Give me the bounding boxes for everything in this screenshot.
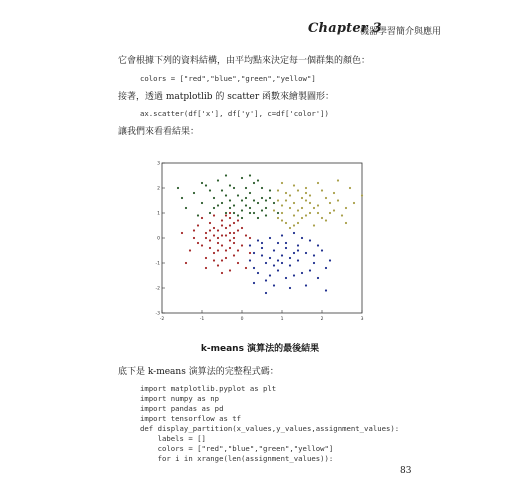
scatter-point-red	[245, 267, 247, 269]
scatter-point-green	[193, 192, 195, 194]
scatter-point-blue	[277, 269, 279, 271]
scatter-point-green	[197, 214, 199, 216]
scatter-point-red	[205, 232, 207, 234]
scatter-point-red	[229, 217, 231, 219]
code-line: import tensorflow as tf	[140, 414, 242, 423]
scatter-point-yellow	[297, 222, 299, 224]
scatter-point-red	[221, 224, 223, 226]
scatter-point-blue	[317, 244, 319, 246]
scatter-point-green	[181, 197, 183, 199]
scatter-point-green	[261, 197, 263, 199]
scatter-point-blue	[273, 249, 275, 251]
scatter-point-red	[213, 259, 215, 261]
scatter-point-blue	[269, 274, 271, 276]
scatter-point-green	[221, 202, 223, 204]
scatter-point-yellow	[301, 217, 303, 219]
scatter-point-blue	[289, 287, 291, 289]
scatter-point-red	[185, 262, 187, 264]
x-tick-label: 3	[360, 317, 364, 322]
x-tick-label: 1	[280, 317, 284, 322]
scatter-point-red	[193, 237, 195, 239]
scatter-point-green	[217, 204, 219, 206]
scatter-point-red	[205, 257, 207, 259]
scatter-point-blue	[305, 284, 307, 286]
scatter-point-green	[245, 204, 247, 206]
scatter-point-yellow	[309, 194, 311, 196]
scatter-point-blue	[313, 254, 315, 256]
paragraph-code-intro: 底下是 k-means 演算法的完整程式碼：	[118, 367, 279, 377]
scatter-point-yellow	[273, 209, 275, 211]
scatter-point-yellow	[345, 207, 347, 209]
scatter-point-green	[185, 207, 187, 209]
scatter-point-yellow	[353, 202, 355, 204]
scatter-point-yellow	[333, 192, 335, 194]
scatter-point-yellow	[289, 194, 291, 196]
scatter-point-red	[241, 227, 243, 229]
scatter-point-blue	[265, 279, 267, 281]
scatter-point-green	[261, 187, 263, 189]
scatter-point-blue	[281, 234, 283, 236]
scatter-point-yellow	[301, 197, 303, 199]
scatter-point-yellow	[309, 212, 311, 214]
scatter-point-green	[213, 207, 215, 209]
scatter-point-blue	[273, 264, 275, 266]
scatter-point-red	[217, 229, 219, 231]
scatter-point-yellow	[281, 219, 283, 221]
scatter-point-green	[233, 212, 235, 214]
scatter-point-red	[245, 234, 247, 236]
figure-caption: k-means 演算法的最後結果	[200, 344, 320, 354]
scatter-point-yellow	[309, 202, 311, 204]
scatter-point-blue	[329, 259, 331, 261]
scatter-point-red	[237, 262, 239, 264]
scatter-point-green	[265, 214, 267, 216]
scatter-point-red	[229, 224, 231, 226]
code-line: colors = ["red","blue","green","yellow"]	[140, 444, 334, 453]
scatter-point-red	[221, 234, 223, 236]
scatter-point-blue	[265, 262, 267, 264]
scatter-point-blue	[309, 269, 311, 271]
scatter-point-red	[229, 232, 231, 234]
scatter-point-green	[237, 214, 239, 216]
scatter-point-red	[213, 227, 215, 229]
scatter-point-red	[193, 229, 195, 231]
scatter-point-yellow	[285, 222, 287, 224]
scatter-point-green	[221, 189, 223, 191]
scatter-point-yellow	[313, 224, 315, 226]
scatter-point-blue	[261, 254, 263, 256]
scatter-point-red	[209, 239, 211, 241]
scatter-point-green	[273, 202, 275, 204]
scatter-point-blue	[269, 257, 271, 259]
scatter-point-yellow	[301, 207, 303, 209]
scatter-point-red	[181, 232, 183, 234]
scatter-point-green	[213, 197, 215, 199]
y-tick-label: 3	[157, 161, 160, 167]
scatter-point-yellow	[305, 192, 307, 194]
scatter-point-red	[229, 212, 231, 214]
scatter-point-blue	[289, 264, 291, 266]
scatter-point-green	[225, 212, 227, 214]
scatter-point-yellow	[337, 179, 339, 181]
paragraph-result-intro: 讓我們來看看結果：	[118, 127, 200, 137]
scatter-point-green	[237, 194, 239, 196]
scatter-point-red	[201, 244, 203, 246]
scatter-point-green	[229, 199, 231, 201]
scatter-point-green	[201, 202, 203, 204]
scatter-point-green	[225, 194, 227, 196]
scatter-point-yellow	[313, 207, 315, 209]
scatter-point-blue	[293, 274, 295, 276]
scatter-point-green	[229, 207, 231, 209]
scatter-point-red	[225, 249, 227, 251]
scatter-point-red	[233, 222, 235, 224]
scatter-point-red	[221, 272, 223, 274]
scatter-point-red	[229, 247, 231, 249]
points-layer	[177, 174, 363, 294]
scatter-point-blue	[277, 242, 279, 244]
scatter-point-green	[249, 207, 251, 209]
y-tick-label: 1	[157, 211, 160, 217]
plot-frame	[162, 163, 362, 313]
scatter-point-red	[217, 264, 219, 266]
scatter-point-blue	[325, 267, 327, 269]
scatter-point-blue	[297, 249, 299, 251]
scatter-point-green	[217, 179, 219, 181]
scatter-point-green	[253, 212, 255, 214]
scatter-point-green	[205, 184, 207, 186]
scatter-point-blue	[313, 262, 315, 264]
x-tick-label: -1	[199, 317, 205, 322]
code-colors: colors = ["red","blue","green","yellow"]	[140, 74, 316, 83]
scatter-point-blue	[293, 252, 295, 254]
code-line: import pandas as pd	[140, 404, 224, 413]
scatter-point-red	[197, 224, 199, 226]
code-line: def display_partition(x_values,y_values,assignment_values):	[140, 424, 400, 433]
scatter-point-yellow	[277, 199, 279, 201]
scatter-point-red	[197, 242, 199, 244]
scatter-point-blue	[257, 272, 259, 274]
scatter-point-green	[265, 199, 267, 201]
paragraph-colors-intro: 它會根據下列的資料結構，由平均點來決定每一個群集的顏色：	[118, 56, 371, 66]
scatter-point-red	[201, 217, 203, 219]
scatter-point-red	[249, 237, 251, 239]
scatter-point-blue	[285, 242, 287, 244]
y-tick-label: -3	[155, 311, 160, 317]
scatter-point-blue	[309, 239, 311, 241]
scatter-point-red	[221, 244, 223, 246]
scatter-point-yellow	[345, 222, 347, 224]
scatter-point-green	[241, 217, 243, 219]
scatter-point-blue	[265, 292, 267, 294]
scatter-point-yellow	[297, 209, 299, 211]
scatter-point-blue	[297, 259, 299, 261]
scatter-point-blue	[269, 237, 271, 239]
scatter-point-yellow	[289, 227, 291, 229]
scatter-point-red	[205, 267, 207, 269]
scatter-point-yellow	[325, 197, 327, 199]
scatter-point-green	[209, 212, 211, 214]
scatter-point-red	[233, 237, 235, 239]
scatter-point-yellow	[285, 199, 287, 201]
scatter-point-red	[237, 249, 239, 251]
scatter-point-red	[213, 214, 215, 216]
page-number: 83	[400, 466, 412, 476]
scatter-point-blue	[293, 232, 295, 234]
scatter-point-yellow	[293, 224, 295, 226]
scatter-point-green	[233, 204, 235, 206]
scatter-point-blue	[325, 289, 327, 291]
scatter-point-yellow	[317, 182, 319, 184]
scatter-point-yellow	[293, 202, 295, 204]
scatter-point-green	[209, 189, 211, 191]
scatter-point-green	[261, 209, 263, 211]
scatter-point-blue	[289, 257, 291, 259]
scatter-point-yellow	[297, 189, 299, 191]
scatter-point-red	[189, 249, 191, 251]
scatter-point-red	[213, 234, 215, 236]
scatter-point-green	[249, 174, 251, 176]
scatter-point-yellow	[305, 187, 307, 189]
scatter-point-blue	[301, 272, 303, 274]
scatter-point-green	[249, 192, 251, 194]
scatter-point-red	[209, 229, 211, 231]
scatter-point-red	[229, 239, 231, 241]
scatter-point-blue	[253, 282, 255, 284]
scatter-point-red	[233, 242, 235, 244]
scatter-point-green	[245, 197, 247, 199]
y-tick-label: -1	[155, 261, 160, 267]
scatter-point-blue	[261, 247, 263, 249]
scatter-point-green	[249, 212, 251, 214]
scatter-point-yellow	[277, 189, 279, 191]
scatter-point-red	[217, 237, 219, 239]
scatter-point-yellow	[349, 187, 351, 189]
scatter-point-red	[217, 249, 219, 251]
scatter-point-blue	[273, 284, 275, 286]
scatter-point-red	[221, 259, 223, 261]
scatter-point-red	[249, 252, 251, 254]
scatter-point-yellow	[321, 217, 323, 219]
y-tick-label: 0	[157, 236, 160, 242]
scatter-point-green	[269, 189, 271, 191]
scatter-point-yellow	[341, 214, 343, 216]
scatter-point-blue	[249, 259, 251, 261]
scatter-point-yellow	[305, 214, 307, 216]
paragraph-scatter-intro: 接著，透過 matplotlib 的 scatter 函數來繪製圖形：	[118, 92, 335, 102]
scatter-point-green	[257, 202, 259, 204]
scatter-point-blue	[285, 247, 287, 249]
chapter-title: 機器學習簡介與應用	[360, 27, 442, 37]
scatter-point-yellow	[317, 204, 319, 206]
scatter-point-green	[225, 174, 227, 176]
scatter-point-green	[177, 187, 179, 189]
scatter-point-red	[213, 252, 215, 254]
scatter-point-red	[217, 242, 219, 244]
scatter-point-yellow	[361, 194, 363, 196]
scatter-point-yellow	[293, 184, 295, 186]
scatter-point-blue	[257, 239, 259, 241]
y-tick-label: -2	[155, 286, 160, 292]
scatter-point-blue	[261, 242, 263, 244]
code-line: import matplotlib.pyplot as plt	[140, 384, 277, 393]
scatter-point-yellow	[321, 189, 323, 191]
scatter-point-red	[237, 219, 239, 221]
scatter-point-red	[225, 234, 227, 236]
scatter-point-blue	[281, 254, 283, 256]
scatter-point-yellow	[325, 219, 327, 221]
scatter-point-green	[253, 182, 255, 184]
scatter-point-yellow	[277, 217, 279, 219]
scatter-point-yellow	[329, 202, 331, 204]
scatter-point-blue	[305, 252, 307, 254]
scatter-point-green	[257, 217, 259, 219]
scatter-point-red	[225, 227, 227, 229]
code-line: import numpy as np	[140, 394, 220, 403]
scatter-point-yellow	[293, 214, 295, 216]
scatter-point-red	[233, 254, 235, 256]
scatter-point-red	[241, 244, 243, 246]
scatter-point-red	[237, 229, 239, 231]
y-tick-label: 2	[157, 186, 160, 192]
scatter-point-red	[209, 247, 211, 249]
scatter-point-yellow	[281, 212, 283, 214]
scatter-point-blue	[321, 249, 323, 251]
scatter-point-green	[233, 187, 235, 189]
scatter-point-red	[209, 222, 211, 224]
scatter-point-green	[277, 212, 279, 214]
scatter-point-blue	[281, 262, 283, 264]
x-tick-label: 2	[320, 317, 324, 322]
scatter-point-red	[233, 232, 235, 234]
scatter-point-yellow	[289, 207, 291, 209]
scatter-point-green	[257, 179, 259, 181]
code-scatter: ax.scatter(df['x'], df['y'], c=df['color'])	[140, 109, 329, 118]
scatter-point-red	[229, 269, 231, 271]
scatter-point-red	[205, 237, 207, 239]
code-line: labels = []	[140, 434, 206, 443]
scatter-point-green	[241, 199, 243, 201]
scatter-point-yellow	[333, 209, 335, 211]
scatter-point-red	[221, 219, 223, 221]
scatter-point-green	[241, 209, 243, 211]
scatter-point-red	[225, 214, 227, 216]
chapter-label: Chapter 3	[308, 21, 382, 36]
scatter-point-yellow	[281, 182, 283, 184]
scatter-point-yellow	[281, 204, 283, 206]
kmeans-scatter-chart	[150, 158, 375, 323]
scatter-point-blue	[253, 267, 255, 269]
scatter-point-green	[201, 182, 203, 184]
scatter-point-yellow	[337, 199, 339, 201]
scatter-point-green	[269, 197, 271, 199]
scatter-point-yellow	[329, 212, 331, 214]
scatter-point-blue	[301, 237, 303, 239]
scatter-point-green	[241, 177, 243, 179]
scatter-point-yellow	[317, 212, 319, 214]
scatter-point-blue	[277, 259, 279, 261]
scatter-point-green	[253, 199, 255, 201]
scatter-point-yellow	[285, 192, 287, 194]
x-tick-label: 0	[240, 317, 244, 322]
scatter-point-red	[225, 257, 227, 259]
scatter-point-green	[245, 187, 247, 189]
scatter-point-yellow	[305, 199, 307, 201]
scatter-point-blue	[249, 244, 251, 246]
scatter-point-green	[229, 184, 231, 186]
x-tick-label: -2	[159, 317, 165, 322]
scatter-point-blue	[253, 252, 255, 254]
scatter-point-blue	[297, 244, 299, 246]
code-line: for i in xrange(len(assignment_values)):	[140, 454, 334, 463]
scatter-point-blue	[285, 277, 287, 279]
scatter-point-green	[265, 207, 267, 209]
ticks-layer	[156, 161, 364, 323]
scatter-point-blue	[317, 277, 319, 279]
